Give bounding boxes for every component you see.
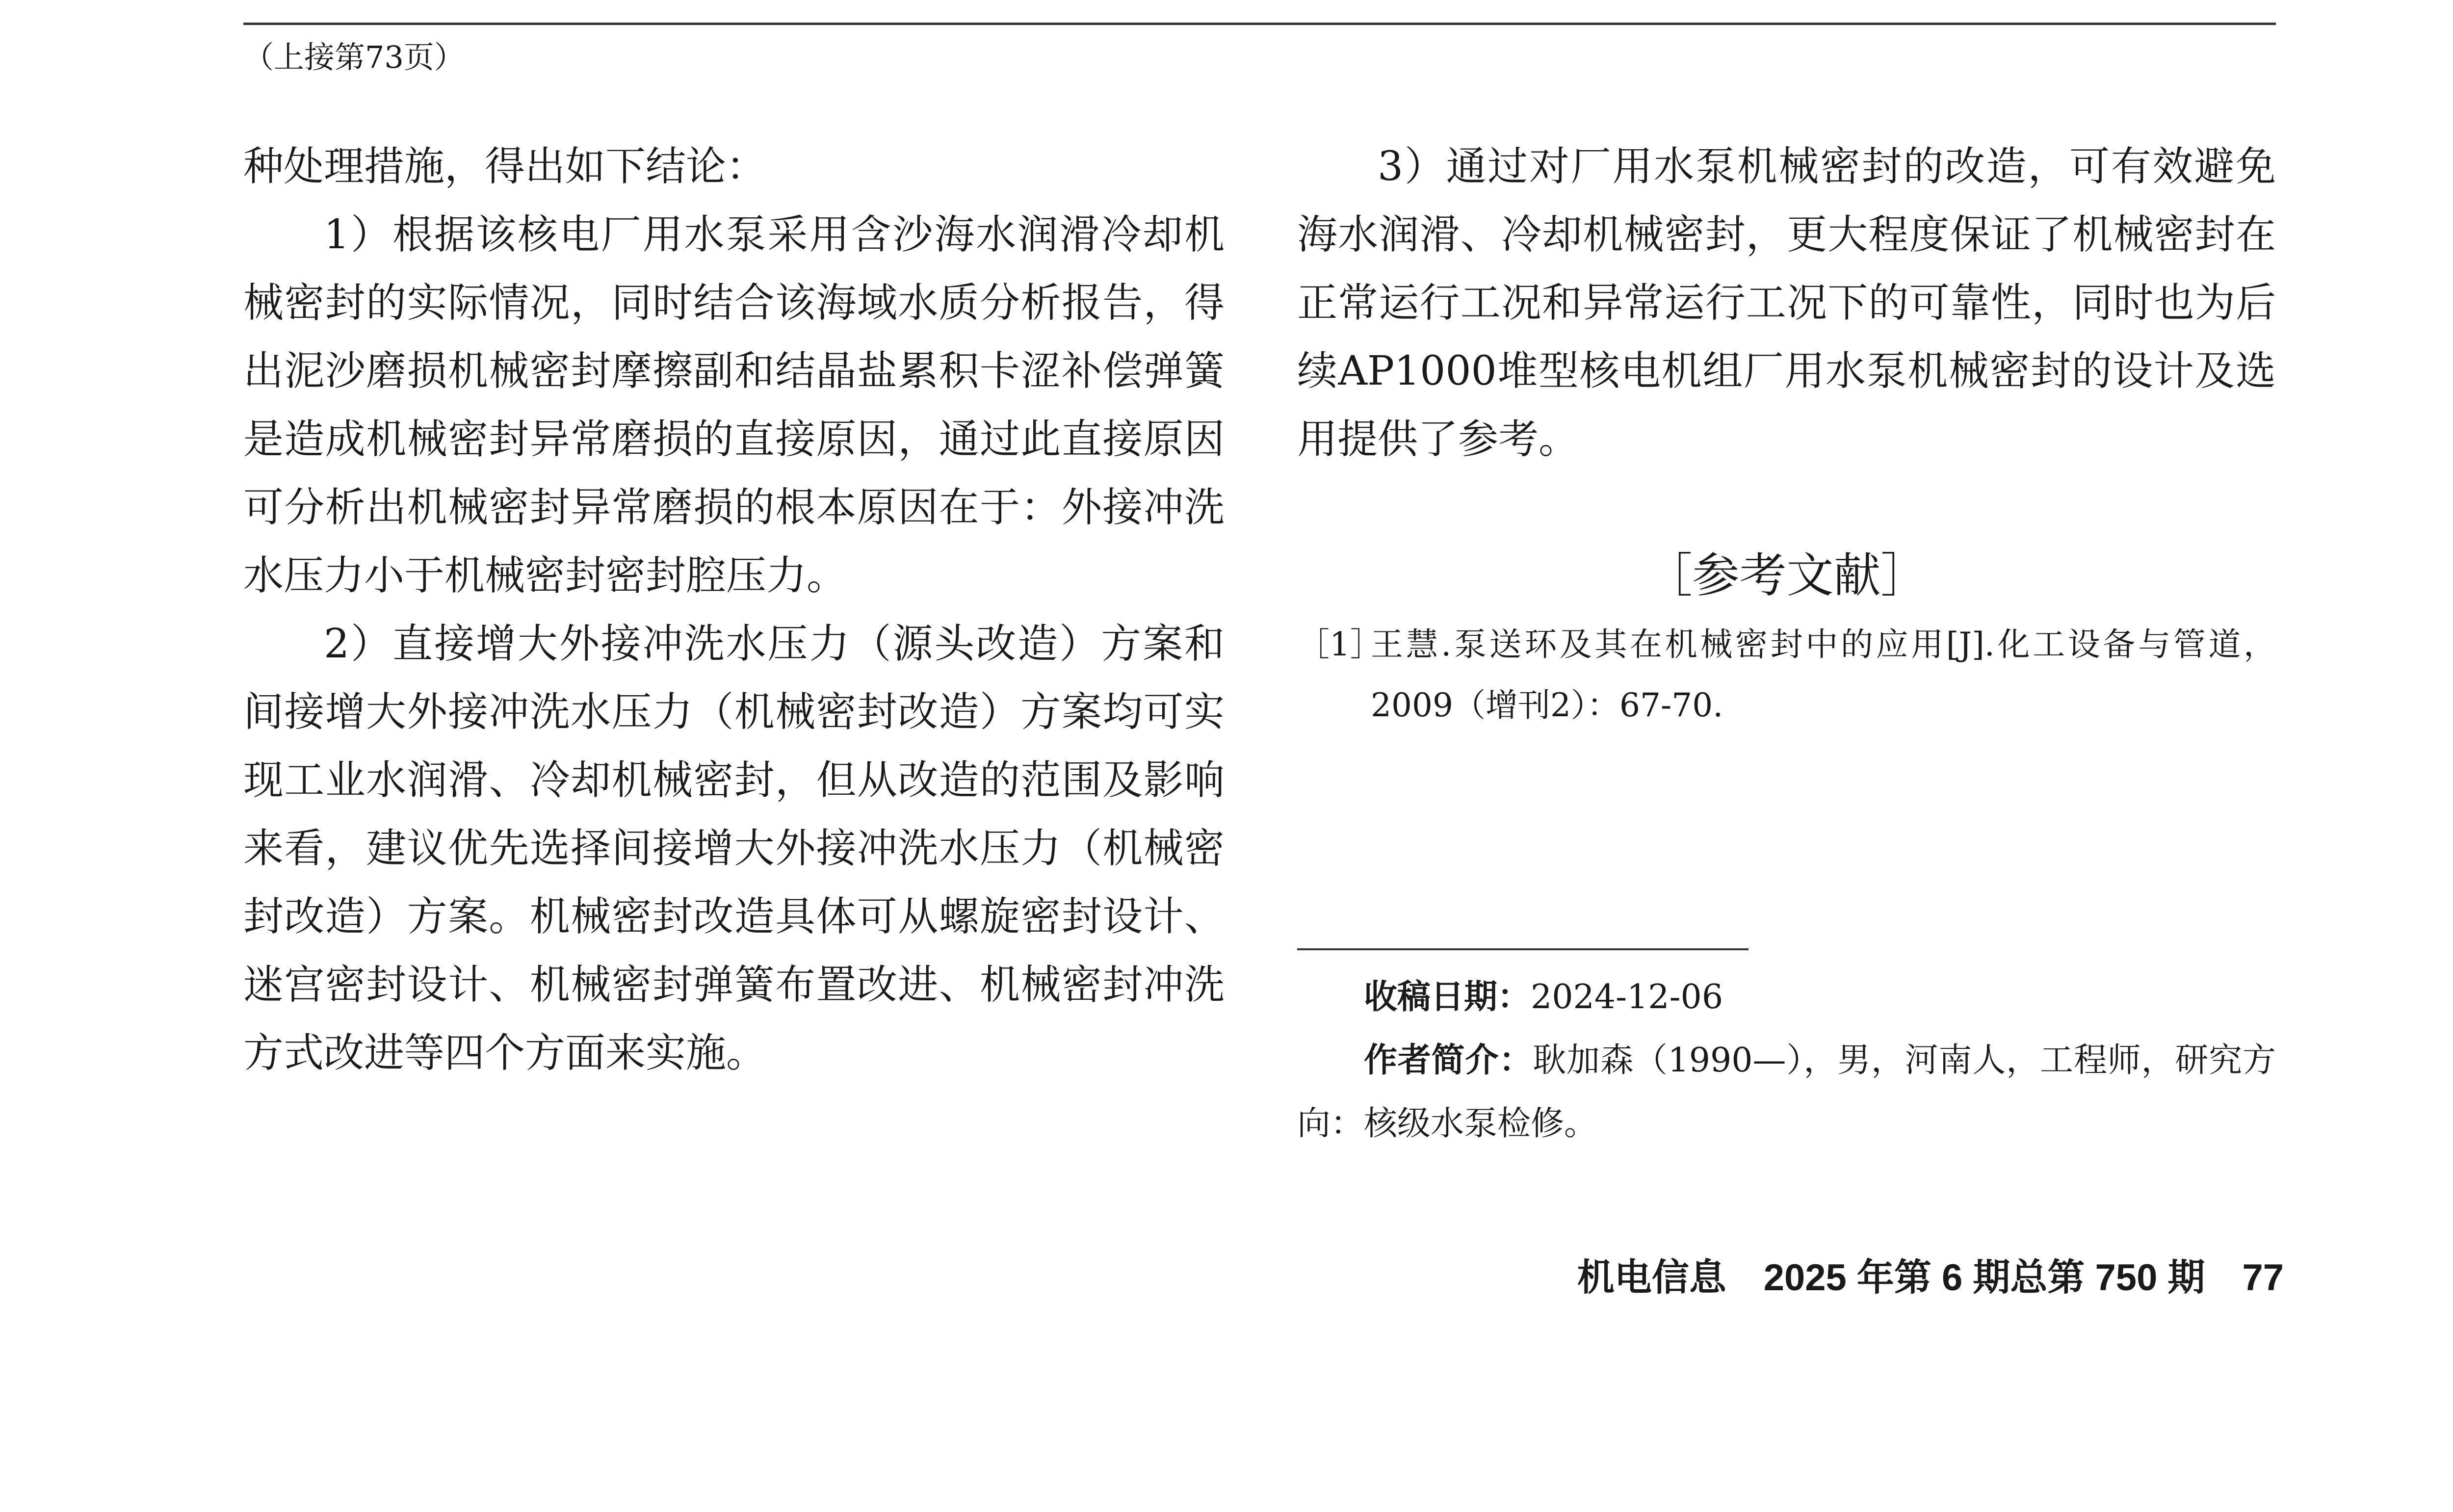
top-rule (243, 23, 2276, 25)
conclusion-1: 1）根据该核电厂用水泵采用含沙海水润滑冷却机械密封的实际情况，同时结合该海域水质分析报告，得出泥沙磨损机械密封摩擦副和结晶盐累积卡涩补偿弹簧是造成机械密封异常磨损的直接原因，通过此直接原因可分析出机械密封异常磨损的根本原因在于：外接冲洗水压力小于机械密封密封腔压力。 (243, 211, 1225, 599)
references-title: ［参考文献］ (1645, 548, 1928, 603)
left-paragraph-1: 种处理措施，得出如下结论： (243, 143, 767, 190)
article-notes (1297, 965, 2276, 1155)
right-column (1297, 132, 2276, 473)
received-value: 2024-12-06 (1531, 978, 1723, 1017)
received-label: 收稿日期： (1364, 978, 1531, 1017)
author-value: 耿加森（1990—），男，河南人，工程师，研究方向：核级水泵检修。 (1297, 1041, 2276, 1143)
journal-footer: 机电信息 2025 年第 6 期总第 750 期 77 (1577, 1257, 2284, 1299)
reference-text: 王慧.泵送环及其在机械密封中的应用[J].化工设备与管道，2009（增刊2）：67-70. (1371, 626, 2276, 724)
left-column (243, 132, 1225, 1087)
continued-note: （上接第73页） (243, 39, 465, 75)
reference-item (1297, 614, 2276, 736)
author-label: 作者简介： (1364, 1041, 1533, 1080)
author-bio (1297, 1029, 2276, 1155)
received-date (1297, 965, 2276, 1029)
conclusion-2: 2）直接增大外接冲洗水压力（源头改造）方案和间接增大外接冲洗水压力（机械密封改造）方案均可实现工业水润滑、冷却机械密封，但从改造的范围及影响来看，建议优先选择间接增大外接冲洗水压力（机械密封改造）方案。机械密封改造具体可从螺旋密封设计、迷宫密封设计、机械密封弹簧布置改进、机械密封冲洗方式改进等四个方面来实施。 (243, 621, 1225, 1076)
footnote-rule (1297, 948, 1748, 950)
reference-number: ［1］ (1297, 626, 1383, 663)
conclusion-3: 3）通过对厂用水泵机械密封的改造，可有效避免海水润滑、冷却机械密封，更大程度保证了机械密封在正常运行工况和异常运行工况下的可靠性，同时也为后续AP1000堆型核电机组厂用水泵机械密封的设计及选用提供了参考。 (1297, 143, 2276, 463)
